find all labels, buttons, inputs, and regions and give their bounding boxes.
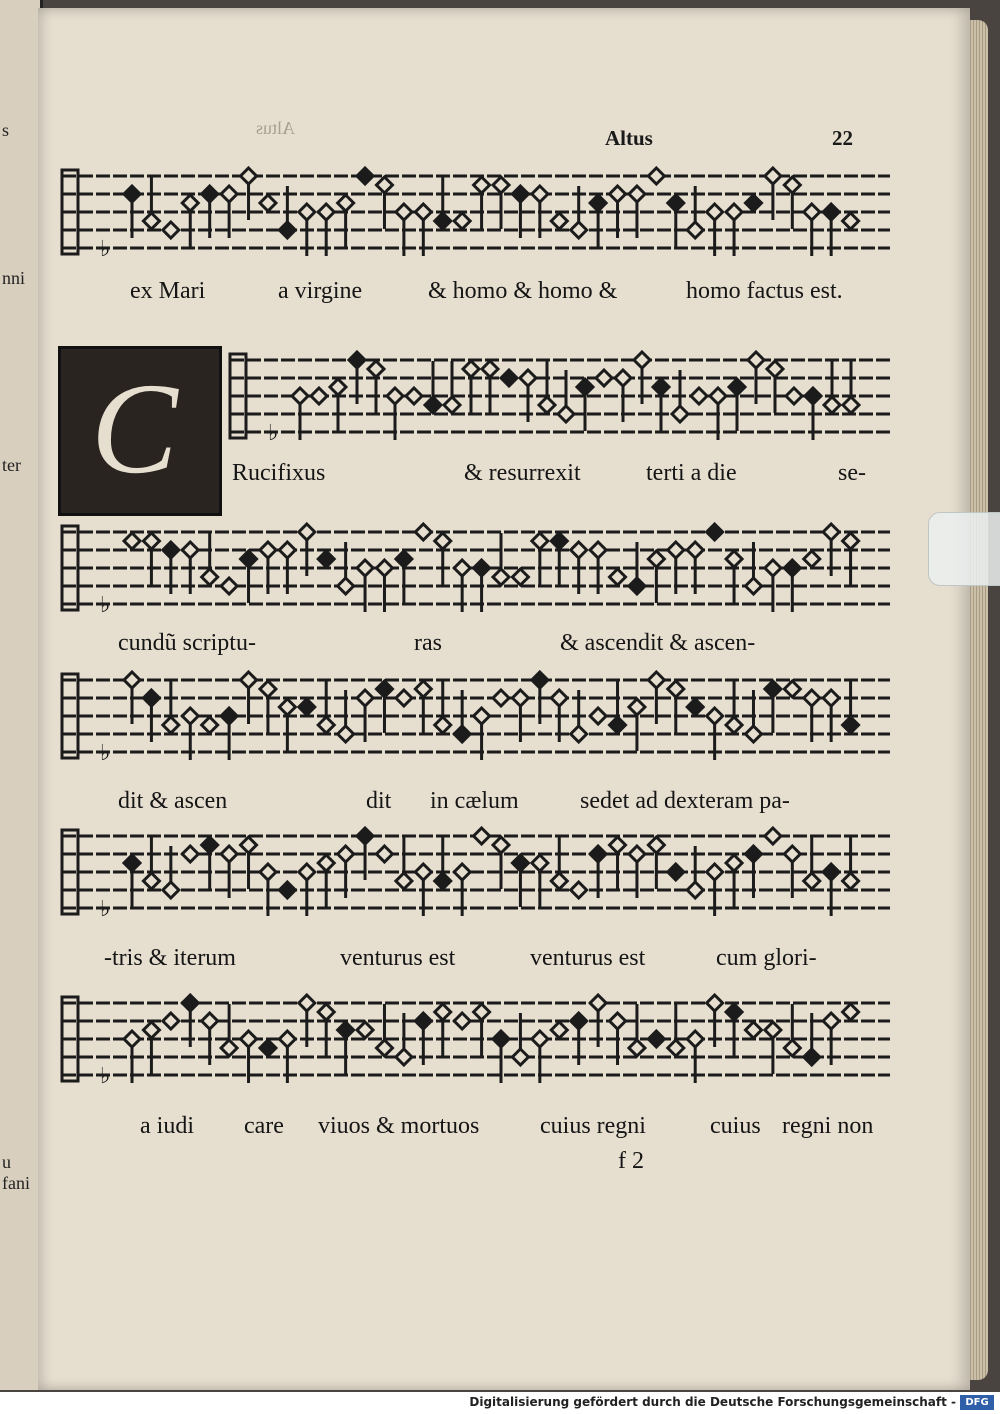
note <box>823 204 839 220</box>
note <box>843 873 859 889</box>
lyric-text: in cælum <box>430 788 519 814</box>
flat-sign: ♭ <box>100 593 111 618</box>
note <box>634 352 650 368</box>
note <box>532 186 548 202</box>
note <box>318 1004 334 1020</box>
note <box>299 204 315 220</box>
note <box>493 1031 509 1047</box>
note <box>745 195 761 211</box>
note <box>415 204 431 220</box>
note <box>668 1040 684 1056</box>
note <box>804 204 820 220</box>
note <box>648 672 664 688</box>
note <box>163 542 179 558</box>
note <box>396 204 412 220</box>
note <box>707 204 723 220</box>
note <box>668 681 684 697</box>
note <box>260 542 276 558</box>
staff <box>62 672 890 766</box>
note <box>454 1013 470 1029</box>
note <box>202 569 218 585</box>
note <box>804 873 820 889</box>
lyric-text: terti a die <box>646 460 737 486</box>
note <box>590 542 606 558</box>
note <box>748 352 764 368</box>
note <box>221 186 237 202</box>
note <box>668 864 684 880</box>
note <box>387 388 403 404</box>
running-head: Altus <box>605 126 653 150</box>
note <box>299 699 315 715</box>
note <box>539 397 555 413</box>
note <box>357 1022 373 1038</box>
note <box>707 524 723 540</box>
note <box>729 379 745 395</box>
note <box>376 846 392 862</box>
note <box>182 195 198 211</box>
note <box>357 690 373 706</box>
note <box>260 864 276 880</box>
note <box>784 177 800 193</box>
note <box>804 690 820 706</box>
note <box>668 195 684 211</box>
note <box>143 873 159 889</box>
note <box>124 855 140 871</box>
note <box>629 578 645 594</box>
note <box>765 681 781 697</box>
lyric-text: ras <box>414 630 442 656</box>
note <box>520 370 536 386</box>
note <box>338 846 354 862</box>
note <box>824 397 840 413</box>
note <box>435 533 451 549</box>
note <box>551 213 567 229</box>
note <box>843 213 859 229</box>
note <box>648 551 664 567</box>
note <box>765 828 781 844</box>
staff <box>62 168 890 262</box>
note <box>843 533 859 549</box>
note <box>786 388 802 404</box>
note <box>687 1031 703 1047</box>
note <box>823 690 839 706</box>
note <box>843 717 859 733</box>
note <box>299 995 315 1011</box>
note <box>425 397 441 413</box>
note <box>648 837 664 853</box>
note <box>474 828 490 844</box>
note <box>590 846 606 862</box>
note <box>376 177 392 193</box>
note <box>648 168 664 184</box>
note <box>493 690 509 706</box>
note <box>590 708 606 724</box>
note <box>784 1040 800 1056</box>
flat-sign: ♭ <box>100 237 111 262</box>
note <box>571 222 587 238</box>
lyric-text: venturus est <box>530 945 646 971</box>
lyric-text: ex Mari <box>130 278 206 304</box>
note <box>143 213 159 229</box>
note <box>396 1049 412 1065</box>
note <box>368 361 384 377</box>
note <box>493 177 509 193</box>
facing-page-fragment: u fani <box>2 1152 30 1193</box>
lyric-text: venturus est <box>340 945 456 971</box>
lyric-text: viuos & mortuos <box>318 1113 480 1139</box>
note <box>376 560 392 576</box>
note <box>512 1049 528 1065</box>
note <box>260 681 276 697</box>
lyric-text: dit & ascen <box>118 788 228 814</box>
note <box>765 168 781 184</box>
lyric-text: dit <box>366 788 392 814</box>
page-clip <box>928 512 1000 586</box>
lyric-text: & resurrexit <box>464 460 581 486</box>
note <box>726 1004 742 1020</box>
note <box>571 726 587 742</box>
note <box>707 995 723 1011</box>
note <box>396 690 412 706</box>
note <box>687 542 703 558</box>
note <box>318 855 334 871</box>
note <box>279 222 295 238</box>
note <box>474 708 490 724</box>
note <box>610 186 626 202</box>
note <box>260 1040 276 1056</box>
note <box>221 708 237 724</box>
note <box>182 995 198 1011</box>
note <box>338 578 354 594</box>
note <box>707 708 723 724</box>
note <box>501 370 517 386</box>
note <box>745 726 761 742</box>
note <box>687 222 703 238</box>
note <box>279 542 295 558</box>
lyric-text: Rucifixus <box>232 460 326 486</box>
note <box>163 717 179 733</box>
note <box>463 361 479 377</box>
note <box>357 168 373 184</box>
note <box>182 542 198 558</box>
note <box>710 388 726 404</box>
signature-mark: f 2 <box>618 1148 644 1174</box>
note <box>376 681 392 697</box>
note <box>767 361 783 377</box>
lyric-text: cundũ scriptu- <box>118 630 256 656</box>
note <box>435 213 451 229</box>
note <box>415 681 431 697</box>
note <box>726 717 742 733</box>
note <box>241 551 257 567</box>
note <box>765 560 781 576</box>
note <box>765 1022 781 1038</box>
bleed-through-text: Altus <box>256 118 296 138</box>
note <box>182 708 198 724</box>
note <box>435 717 451 733</box>
note <box>318 717 334 733</box>
lyric-text: regni non <box>782 1113 874 1139</box>
note <box>202 717 218 733</box>
lyric-text: cum glori- <box>716 945 817 971</box>
note <box>454 864 470 880</box>
note <box>454 560 470 576</box>
note <box>843 397 859 413</box>
lyric-text: & homo & homo & <box>428 278 618 304</box>
note <box>596 370 612 386</box>
note <box>610 717 626 733</box>
note <box>804 551 820 567</box>
note <box>823 524 839 540</box>
note <box>532 533 548 549</box>
note <box>474 560 490 576</box>
lyric-text: a virgine <box>278 278 363 304</box>
note <box>406 388 422 404</box>
note <box>143 533 159 549</box>
note <box>318 204 334 220</box>
note <box>745 578 761 594</box>
lyric-text: -tris & iterum <box>104 945 236 971</box>
note <box>124 1031 140 1047</box>
note <box>571 542 587 558</box>
note <box>415 524 431 540</box>
note <box>590 995 606 1011</box>
note <box>435 1004 451 1020</box>
note <box>512 855 528 871</box>
note <box>415 864 431 880</box>
note <box>454 213 470 229</box>
note <box>349 352 365 368</box>
note <box>202 1013 218 1029</box>
footer-credit: Digitalisierung gefördert durch die Deutsche Forschungsgemeinschaft - <box>469 1395 956 1409</box>
note <box>571 882 587 898</box>
flat-sign: ♭ <box>100 897 111 922</box>
note <box>221 578 237 594</box>
note <box>551 1022 567 1038</box>
note <box>532 1031 548 1047</box>
note <box>279 882 295 898</box>
note <box>474 1004 490 1020</box>
note <box>577 379 593 395</box>
note <box>221 846 237 862</box>
note <box>558 406 574 422</box>
flat-sign: ♭ <box>100 741 111 766</box>
note <box>571 1013 587 1029</box>
note <box>241 1031 257 1047</box>
note <box>318 551 334 567</box>
note <box>615 370 631 386</box>
note <box>532 855 548 871</box>
note <box>691 388 707 404</box>
note <box>726 551 742 567</box>
note <box>610 569 626 585</box>
note <box>784 560 800 576</box>
lyric-text: care <box>244 1113 284 1139</box>
note <box>610 1013 626 1029</box>
note <box>551 533 567 549</box>
note <box>241 168 257 184</box>
note <box>454 726 470 742</box>
note <box>299 524 315 540</box>
note <box>299 864 315 880</box>
flat-sign: ♭ <box>100 1064 111 1089</box>
note <box>357 560 373 576</box>
note <box>357 828 373 844</box>
note <box>551 873 567 889</box>
note <box>124 533 140 549</box>
note <box>804 1049 820 1065</box>
lyric-text: & ascendit & ascen- <box>560 630 756 656</box>
note <box>843 1004 859 1020</box>
note <box>163 222 179 238</box>
note <box>182 846 198 862</box>
note <box>241 672 257 688</box>
note <box>726 204 742 220</box>
lyric-text: a iudi <box>140 1113 194 1139</box>
note <box>163 1013 179 1029</box>
note <box>805 388 821 404</box>
note <box>512 569 528 585</box>
initial-letter: C <box>91 357 178 501</box>
note <box>512 186 528 202</box>
note <box>493 837 509 853</box>
decorated-initial <box>58 346 222 516</box>
note <box>823 864 839 880</box>
note <box>241 837 257 853</box>
note <box>279 1031 295 1047</box>
note <box>629 699 645 715</box>
note <box>415 1013 431 1029</box>
note <box>687 882 703 898</box>
note <box>396 551 412 567</box>
lyric-text: sedet ad dexteram pa- <box>580 788 790 814</box>
note <box>823 1013 839 1029</box>
lyric-text: homo factus est. <box>686 278 843 304</box>
note <box>311 388 327 404</box>
note <box>260 195 276 211</box>
note <box>551 690 567 706</box>
lyric-text: cuius regni <box>540 1113 646 1139</box>
note <box>707 864 723 880</box>
flat-sign: ♭ <box>268 421 279 446</box>
note <box>143 690 159 706</box>
note <box>745 1022 761 1038</box>
staff <box>62 828 890 922</box>
note <box>202 186 218 202</box>
note <box>444 397 460 413</box>
note <box>163 882 179 898</box>
note <box>784 846 800 862</box>
note <box>532 672 548 688</box>
note <box>202 837 218 853</box>
note <box>687 699 703 715</box>
note <box>653 379 669 395</box>
note <box>629 1040 645 1056</box>
note <box>482 361 498 377</box>
note <box>668 542 684 558</box>
note <box>474 177 490 193</box>
note <box>648 1031 664 1047</box>
note <box>610 837 626 853</box>
note <box>338 195 354 211</box>
staff <box>62 524 890 618</box>
note <box>435 873 451 889</box>
dfg-logo: DFG <box>960 1395 994 1410</box>
note <box>330 379 346 395</box>
note <box>143 1022 159 1038</box>
note <box>745 846 761 862</box>
note <box>124 672 140 688</box>
footer-bar <box>0 1392 1000 1414</box>
note <box>726 855 742 871</box>
note <box>279 699 295 715</box>
lyric-text: se- <box>838 460 866 486</box>
facing-page-fragment: ter <box>2 455 21 475</box>
note <box>338 726 354 742</box>
note <box>512 690 528 706</box>
note <box>672 406 688 422</box>
note <box>784 681 800 697</box>
note <box>221 1040 237 1056</box>
note <box>493 569 509 585</box>
lyric-text: cuius <box>710 1113 761 1139</box>
note <box>590 195 606 211</box>
note <box>292 388 308 404</box>
staff <box>230 352 890 446</box>
staff <box>62 995 890 1089</box>
facing-page-fragment: s <box>2 120 10 140</box>
note <box>396 873 412 889</box>
note <box>629 846 645 862</box>
note <box>124 186 140 202</box>
note <box>376 1040 392 1056</box>
note <box>338 1022 354 1038</box>
facing-page-fragment: nni <box>2 268 26 288</box>
page-number: 22 <box>832 126 853 150</box>
note <box>629 186 645 202</box>
